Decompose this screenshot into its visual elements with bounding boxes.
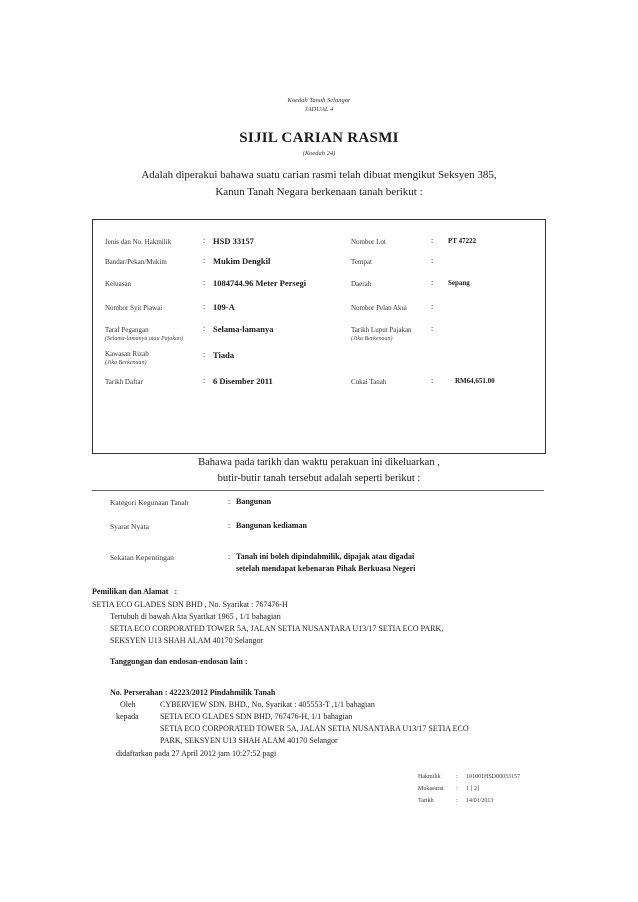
ownership-heading: Pemilikan dan Alamat : — [92, 587, 178, 596]
issuance-line-1: Bahawa pada tarikh dan waktu perakuan ini dikeluarkan , — [198, 457, 440, 468]
lot-value: PT 47222 — [448, 237, 477, 245]
sekatan-line-1: Tanah ini boleh dipindahmilik, dipajak atau digadai — [236, 552, 415, 561]
colon: : — [431, 278, 434, 287]
daerah-label: Daerah — [351, 280, 372, 288]
issuance-line-2: butir-butir tanah tersebut adalah seperti berikut : — [217, 473, 421, 484]
syarat-value: Bangunan kediaman — [236, 521, 307, 530]
owner-address-2: SEKSYEN U13 SHAH ALAM 40170 Selangor — [110, 636, 264, 645]
colon: : — [228, 552, 231, 561]
tarikh-value: 14/01/2013 — [466, 798, 494, 804]
document-title: SIJIL CARIAN RASMI — [239, 130, 399, 146]
issuance-statement — [0, 455, 638, 487]
bandar-value: Mukim Dengkil — [213, 256, 271, 266]
encumbrances-heading: Tanggungan dan endosan-endosan lain : — [110, 657, 248, 666]
syarat-label: Syarat Nyata — [110, 522, 149, 531]
colon: : — [203, 278, 206, 287]
kepada-label: kepada — [116, 712, 139, 721]
hakmilik-value: 101001HSD00033157 — [466, 774, 521, 780]
mukasurat-value: 1 [ 2] — [466, 786, 479, 792]
cukai-value: RM64,651.00 — [455, 377, 495, 385]
oleh-value: CYBERVIEW SDN. BHD., No. Syarikat : 405553-T ,1/1 bahagian — [160, 700, 375, 709]
kepada-line-2: SETIA ECO CORPORATED TOWER 5A, JALAN SETIA NUSANTARA U13/17 SETIA ECO — [160, 724, 469, 733]
tarikh-daftar-value: 6 Disember 2011 — [213, 376, 273, 386]
syit-label: Nombor Syit Piawai — [105, 304, 163, 312]
colon: : — [203, 324, 206, 333]
tarikh-daftar-label: Tarikh Daftar — [105, 378, 143, 386]
tempat-label: Tempat — [351, 258, 372, 266]
colon: : — [203, 302, 206, 311]
lot-label: Nombor Lot — [351, 238, 386, 246]
colon: : — [431, 302, 434, 311]
kepada-line-1: SETIA ECO GLADES SDN BHD, 767476-H, 1/1 bahagian — [160, 712, 353, 721]
kawasan-sublabel: (Jika Berkenaan) — [105, 360, 147, 366]
mukasurat-label: Mukasurat — [418, 786, 444, 792]
bandar-label: Bandar/Pekan/Mukim — [105, 258, 167, 266]
syit-value: 109-A — [213, 302, 235, 312]
colon: : — [203, 236, 206, 245]
colon: : — [456, 786, 458, 792]
didaftarkan-line: didaftarkan pada 27 April 2012 jam 10:27:52 pagi — [116, 749, 277, 758]
taraf-sublabel: (Selama-lamanya atau Pajakan) — [105, 336, 183, 342]
kawasan-label: Kawasan Rizab — [105, 350, 149, 358]
daerah-value: Sepang — [448, 279, 470, 287]
kategori-value: Bangunan — [236, 497, 272, 506]
jenis-label: Jenis dan No. Hakmilik — [105, 238, 172, 246]
colon: : — [228, 521, 231, 530]
colon: : — [456, 798, 458, 804]
perserahan-line: No. Perserahan : 42223/2012 Pindahmilik Tanah — [110, 688, 276, 697]
taraf-label: Taraf Pegangan — [105, 326, 149, 334]
jenis-value: HSD 33157 — [213, 236, 254, 246]
cukai-label: Cukai Tanah — [351, 378, 387, 386]
kategori-label: Kategori Kegunaan Tanah — [110, 498, 189, 507]
divider — [92, 490, 544, 491]
pelan-label: Nombor Pelan Akui — [351, 304, 407, 312]
luput-sublabel: (Jika Berkenaan) — [351, 336, 393, 342]
kawasan-value: Tiada — [213, 350, 235, 360]
intro-line-1: Adalah diperakui bahawa suatu carian rasmi telah dibuat mengikut Seksyen 385, — [141, 169, 497, 181]
colon: : — [431, 376, 434, 385]
oleh-label: Oleh — [120, 700, 136, 709]
colon: : — [203, 376, 206, 385]
colon: : — [203, 256, 206, 265]
intro-statement — [0, 167, 638, 201]
colon: : — [228, 497, 231, 506]
rule-reference: Koedah Tanah Selangor — [287, 97, 351, 104]
owner-address-1: SETIA ECO CORPORATED TOWER 5A, JALAN SETIA NUSANTARA U13/17 SETIA ECO PARK, — [110, 624, 444, 633]
luput-label: Tarikh Luput Pajakan — [351, 326, 412, 334]
colon: : — [431, 324, 434, 333]
colon: : — [431, 256, 434, 265]
keluasan-label: Keluasan — [105, 280, 132, 288]
schedule-reference: JADUAL 4 — [304, 106, 334, 113]
keluasan-value: 1084744.96 Meter Persegi — [213, 278, 307, 288]
taraf-value: Selama-lamanya — [213, 324, 274, 334]
colon: : — [203, 350, 206, 359]
intro-line-2: Kanun Tanah Negara berkenaan tanah berikut : — [215, 186, 423, 198]
land-details-box — [92, 219, 546, 454]
title-subreference: (Koedah 24) — [302, 150, 336, 157]
owner-line: SETIA ECO GLADES SDN BHD , No. Syarikat : 767476-H — [92, 600, 288, 609]
hakmilik-label: Hakmilik — [418, 774, 441, 780]
colon: : — [456, 774, 458, 780]
sekatan-line-2: setelah mendapat kebenaran Pihak Berkuasa Negeri — [236, 564, 416, 573]
owner-incorporation: Tertubuh di bawah Akta Syarikat 1965 , 1/1 bahagian — [110, 612, 281, 621]
tarikh-label: Tarikh — [418, 798, 434, 804]
sekatan-label: Sekatan Kepentingan — [110, 553, 174, 562]
kepada-line-3: PARK, SEKSYEN U13 SHAH ALAM 40170 Selangor — [160, 736, 338, 745]
colon: : — [431, 236, 434, 245]
